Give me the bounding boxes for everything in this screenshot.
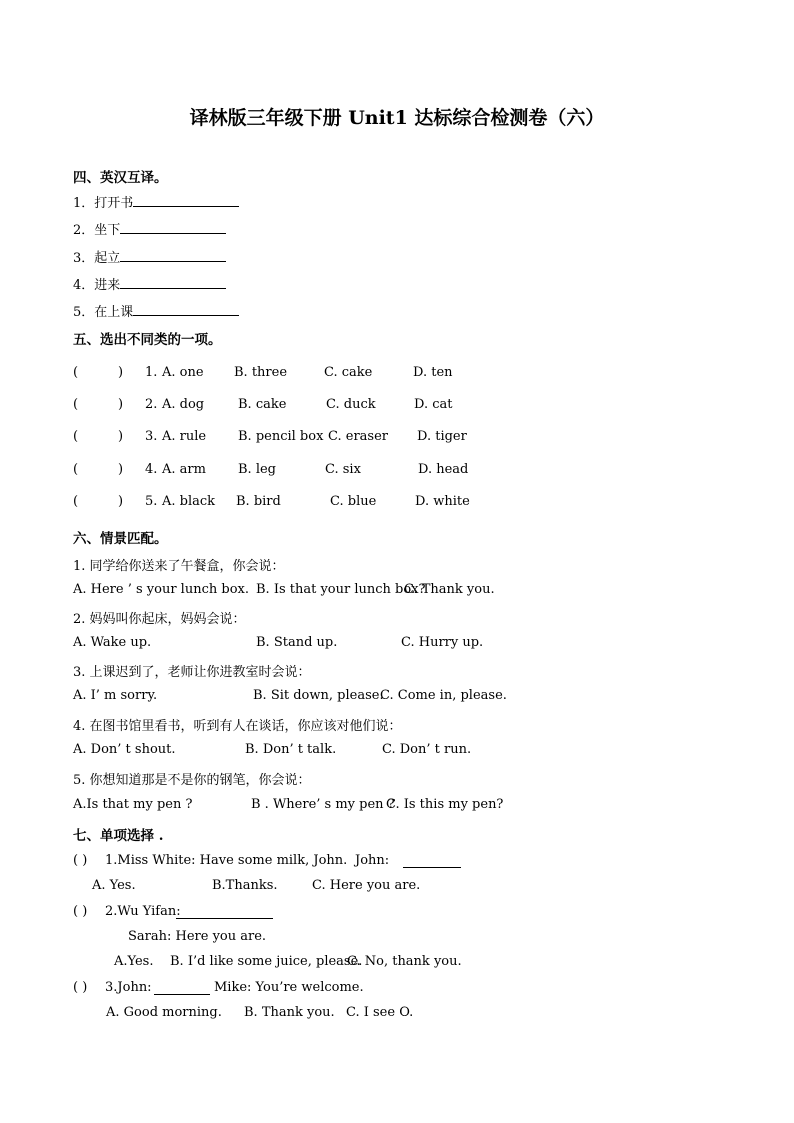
s4-item-4: [73, 274, 226, 293]
answer-blank[interactable]: [120, 248, 226, 262]
s5-r1-b[interactable]: B. three: [234, 365, 288, 380]
s4-item-4-text: 4．进来: [73, 278, 121, 293]
s7-q2-text: 2.Wu Yifan:: [105, 904, 181, 919]
s5-r4-num: 4.: [145, 462, 158, 477]
s6-q1: 1. 同学给你送来了午餐盒，你会说：: [73, 559, 285, 574]
s4-item-5-text: 5．在上课: [73, 305, 134, 320]
s5-r2-b[interactable]: B. cake: [238, 397, 287, 412]
s5-r1-num: 1.: [145, 365, 158, 380]
s6-q4: 4. 在图书馆里看书，听到有人在谈话，你应该对他们说：: [73, 719, 402, 734]
s5-r5-b[interactable]: B. bird: [236, 494, 281, 509]
s6-q3-a[interactable]: A. I’ m sorry.: [73, 688, 158, 703]
section7-heading: 七、单项选择 .: [73, 828, 164, 844]
answer-blank[interactable]: [120, 220, 226, 234]
answer-blank[interactable]: [176, 904, 273, 919]
s6-q4-c[interactable]: C. Don’ t run.: [382, 742, 472, 757]
s4-item-5: [73, 301, 239, 320]
s5-r3-b[interactable]: B. pencil box: [238, 429, 324, 444]
s5-paren-close: ): [118, 397, 124, 412]
s5-r4-c[interactable]: C. six: [325, 462, 361, 477]
answer-blank[interactable]: [133, 193, 239, 207]
answer-blank[interactable]: [120, 275, 226, 289]
s5-paren-open: (: [73, 494, 79, 509]
s5-r1-c[interactable]: C. cake: [324, 365, 373, 380]
s6-q4-b[interactable]: B. Don’ t talk.: [245, 742, 337, 757]
s6-q3-c[interactable]: C. Come in, please.: [380, 688, 507, 703]
s6-q5-c[interactable]: C. Is this my pen?: [386, 797, 504, 812]
s7-q3-paren[interactable]: ( ): [73, 980, 88, 995]
s5-paren-close: ): [118, 365, 124, 380]
s4-item-1-text: 1．打开书: [73, 196, 134, 211]
s5-r3-a[interactable]: A. rule: [162, 429, 207, 444]
s7-q3-a[interactable]: A. Good morning.: [106, 1005, 222, 1020]
s5-paren-open: (: [73, 462, 79, 477]
s5-r4-a[interactable]: A. arm: [162, 462, 206, 477]
s5-paren-close: ): [118, 462, 124, 477]
s5-r3-d[interactable]: D. tiger: [417, 429, 467, 444]
s7-q2-c[interactable]: C. No, thank you.: [347, 954, 462, 969]
s6-q5: 5. 你想知道那是不是你的钢笔，你会说：: [73, 773, 311, 788]
s5-r5-num: 5.: [145, 494, 158, 509]
s5-r1-d[interactable]: D. ten: [413, 365, 453, 380]
s7-q1-reply: John:: [355, 853, 390, 868]
s4-item-1: [73, 192, 239, 211]
s5-paren-open: (: [73, 429, 79, 444]
s7-q3-text: 3.John:: [105, 980, 152, 995]
section5-heading: 五、选出不同类的一项。: [73, 332, 222, 348]
s6-q3-b[interactable]: B. Sit down, please.: [253, 688, 384, 703]
s6-q3: 3. 上课迟到了，老师让你进教室时会说：: [73, 665, 311, 680]
s7-q3-c[interactable]: C. I see O.: [346, 1005, 414, 1020]
s6-q5-b[interactable]: B . Where’ s my pen ?: [251, 797, 395, 812]
s7-q1-text: 1.Miss White: Have some milk, John.: [105, 853, 348, 868]
s7-q1-b[interactable]: B.Thanks.: [212, 878, 278, 893]
s7-q1-paren[interactable]: ( ): [73, 853, 88, 868]
s7-q2-line2: Sarah: Here you are.: [128, 929, 267, 944]
page-title: 译林版三年级下册 Unit1 达标综合检测卷（六）: [189, 107, 605, 129]
s5-r3-c[interactable]: C. eraser: [328, 429, 388, 444]
s4-item-2-text: 2．坐下: [73, 223, 121, 238]
section6-heading: 六、情景匹配。: [73, 531, 168, 547]
s6-q1-c[interactable]: C. Thank you.: [404, 582, 495, 597]
s5-paren-close: ): [118, 494, 124, 509]
s6-q4-a[interactable]: A. Don’ t shout.: [73, 742, 176, 757]
s7-q2-a[interactable]: A.Yes.: [114, 954, 154, 969]
s5-paren-open: (: [73, 397, 79, 412]
s6-q1-a[interactable]: A. Here ’ s your lunch box.: [73, 582, 249, 597]
s7-q2-b[interactable]: B. I’d like some juice, please.: [170, 954, 363, 969]
s5-paren-open: (: [73, 365, 79, 380]
s4-item-2: [73, 219, 226, 238]
s5-r5-d[interactable]: D. white: [415, 494, 470, 509]
section4-heading: 四、英汉互译。: [73, 170, 168, 186]
s4-item-3-text: 3．起立: [73, 251, 121, 266]
s7-q3-b[interactable]: B. Thank you.: [244, 1005, 335, 1020]
s7-q2-paren[interactable]: ( ): [73, 904, 88, 919]
answer-blank[interactable]: [403, 853, 461, 868]
s5-r2-c[interactable]: C. duck: [326, 397, 376, 412]
s4-item-3: [73, 247, 226, 266]
s5-r2-d[interactable]: D. cat: [414, 397, 453, 412]
s5-r4-d[interactable]: D. head: [418, 462, 469, 477]
s7-q3-reply: Mike: You’re welcome.: [214, 980, 364, 995]
s5-r1-a[interactable]: A. one: [162, 365, 204, 380]
s7-q1-c[interactable]: C. Here you are.: [312, 878, 421, 893]
s5-r5-a[interactable]: A. black: [162, 494, 216, 509]
s5-paren-close: ): [118, 429, 124, 444]
answer-blank[interactable]: [154, 980, 210, 995]
s6-q2-b[interactable]: B. Stand up.: [256, 635, 338, 650]
s6-q2: 2. 妈妈叫你起床，妈妈会说：: [73, 612, 246, 627]
s6-q1-b[interactable]: B. Is that your lunch box?: [256, 582, 426, 597]
answer-blank[interactable]: [133, 302, 239, 316]
s5-r2-a[interactable]: A. dog: [162, 397, 205, 412]
s7-q1-a[interactable]: A. Yes.: [92, 878, 136, 893]
s5-r3-num: 3.: [145, 429, 158, 444]
s5-r2-num: 2.: [145, 397, 158, 412]
s6-q2-a[interactable]: A. Wake up.: [73, 635, 152, 650]
s5-r4-b[interactable]: B. leg: [238, 462, 276, 477]
s5-r5-c[interactable]: C. blue: [330, 494, 377, 509]
s6-q2-c[interactable]: C. Hurry up.: [401, 635, 484, 650]
s6-q5-a[interactable]: A.Is that my pen ?: [73, 797, 193, 812]
